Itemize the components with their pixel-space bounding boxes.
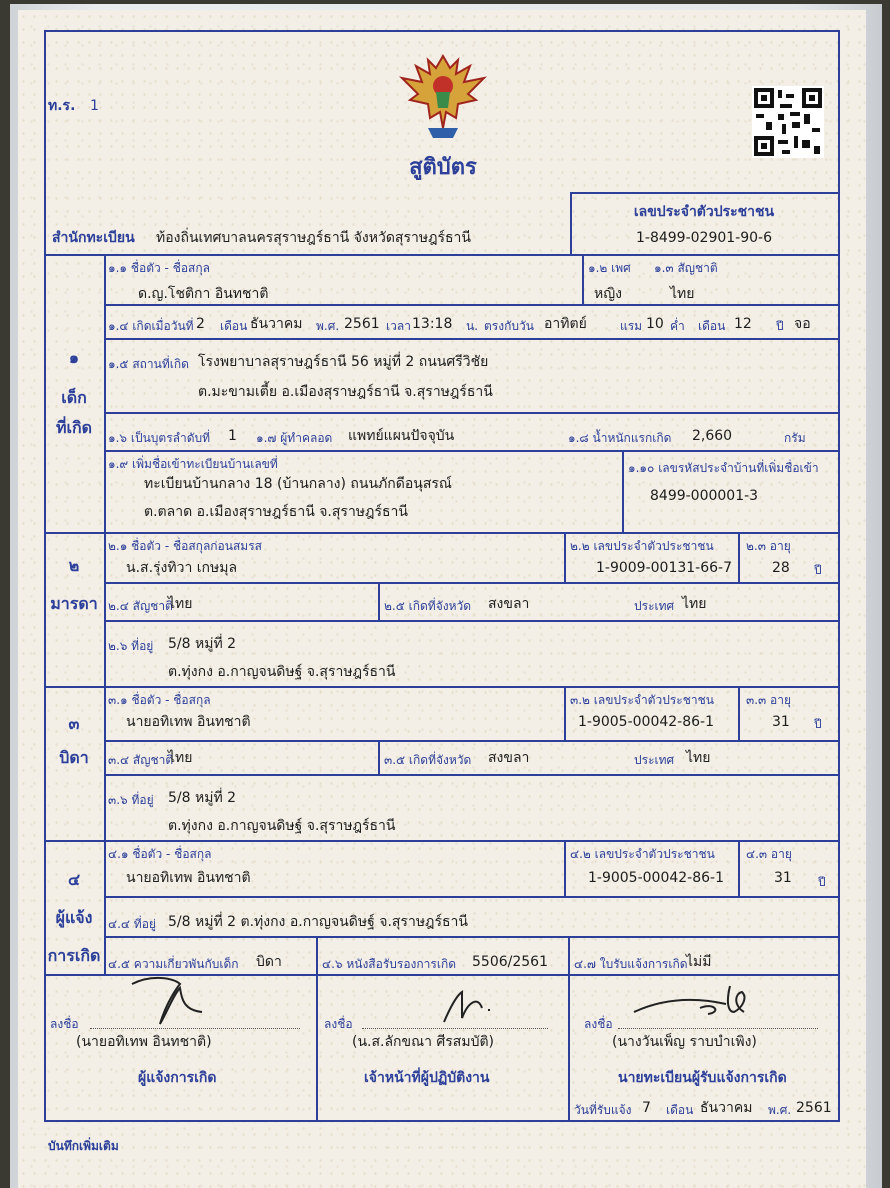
child-nationality-label: ๑.๓ สัญชาติ (654, 261, 718, 275)
informant-age-value: 31 (774, 870, 792, 886)
child-weight-value: 2,660 (692, 428, 733, 444)
child-house-label: ๑.๙ เพิ่มชื่อเข้าทะเบียนบ้านเลขที่ (108, 457, 278, 471)
child-delivered-value: แพทย์แผนปัจจุบัน (348, 428, 455, 444)
informant-address-value: 5/8 หมู่ที่ 2 ต.ทุ่งกง อ.กาญจนดิษฐ์ จ.สุราษฎร์ธานี (168, 914, 468, 930)
informant-relation-label: ๔.๕ ความเกี่ยวพันกับเด็ก (108, 957, 239, 971)
rule (104, 450, 840, 452)
father-name-label: ๓.๑ ชื่อตัว - ชื่อสกุล (108, 693, 211, 707)
rule (104, 254, 106, 974)
rule (838, 30, 840, 1122)
child-delivered-label: ๑.๗ ผู้ทำคลอด (256, 431, 333, 445)
father-address-line1: 5/8 หมู่ที่ 2 (168, 790, 237, 806)
mother-nationality-value: ไทย (168, 596, 193, 612)
sign2-label: ลงชื่อ (324, 1017, 353, 1031)
informant-name-label: ๔.๑ ชื่อตัว - ชื่อสกุล (108, 847, 212, 861)
mother-country-label: ประเทศ (634, 599, 675, 613)
mother-age-value: 28 (772, 560, 790, 576)
rule (44, 30, 840, 32)
child-place-line1: โรงพยาบาลสุราษฎร์ธานี 56 หมู่ที่ 2 ถนนศรีวิชัย (198, 354, 489, 370)
father-province-label: ๓.๕ เกิดที่จังหวัด (384, 753, 472, 767)
father-address-label: ๓.๖ ที่อยู่ (108, 793, 154, 807)
id-label: เลขประจำตัวประชาชน (633, 204, 775, 220)
sign3-role: นายทะเบียนผู้รับแจ้งการเกิด (618, 1070, 787, 1086)
signature-3-icon (630, 982, 760, 1024)
father-country-label: ประเทศ (634, 753, 675, 767)
sign3-name: (นางวันเพ็ญ ราบบำเพิง) (612, 1034, 757, 1050)
child-house-line2: ต.ตลาด อ.เมืองสุราษฎร์ธานี จ.สุราษฎร์ธานี (144, 504, 408, 520)
mother-id-value: 1-9009-00131-66-7 (596, 560, 733, 576)
father-age-label: ๓.๓ อายุ (746, 693, 792, 707)
child-lunar-value: 10 (646, 316, 664, 332)
informant-section-title: ผู้แจ้ง (55, 908, 93, 927)
sign2-role: เจ้าหน้าที่ผู้ปฏิบัติงาน (364, 1070, 490, 1086)
received-date-day: 7 (642, 1100, 651, 1116)
informant-name-value: นายอทิเทพ อินทชาติ (126, 870, 251, 886)
sign2-line (362, 1028, 548, 1029)
rule (582, 254, 584, 304)
page-title: สูติบัตร (409, 155, 477, 180)
child-sex-value: หญิง (594, 286, 622, 302)
father-country-value: ไทย (686, 750, 711, 766)
child-house-code-value: 8499-000001-3 (650, 488, 759, 504)
father-province-value: สงขลา (488, 750, 530, 766)
rule (378, 582, 380, 620)
informant-age-unit: ปี (818, 875, 826, 889)
rule (738, 532, 740, 582)
rule (738, 840, 740, 896)
father-age-value: 31 (772, 714, 790, 730)
father-age-unit: ปี (814, 717, 822, 731)
informant-section-num: ๔ (67, 870, 81, 889)
child-name-value: ด.ญ.โชติกา อินทชาติ (138, 286, 269, 302)
informant-receipt-label: ๔.๗ ใบรับแจ้งการเกิด (574, 957, 688, 971)
child-nationality-value: ไทย (670, 286, 695, 302)
informant-address-label: ๔.๔ ที่อยู่ (108, 917, 156, 931)
child-weight-unit: กรัม (784, 431, 806, 445)
mother-address-label: ๒.๖ ที่อยู่ (108, 639, 154, 653)
rule (104, 936, 840, 938)
child-house-code-label: ๑.๑๐ เลขรหัสประจำบ้านที่เพิ่มชื่อเข้า (628, 461, 819, 475)
child-place-line2: ต.มะขามเตี้ย อ.เมืองสุราษฎร์ธานี จ.สุราษฎร์ธานี (198, 384, 493, 400)
informant-id-label: ๔.๒ เลขประจำตัวประชาชน (570, 847, 715, 861)
rule (564, 840, 566, 896)
informant-cert-label: ๔.๖ หนังสือรับรองการเกิด (322, 957, 457, 971)
child-section-num: ๑ (68, 348, 80, 367)
certificate-paper (18, 10, 866, 1188)
child-born-label: ๑.๔ เกิดเมื่อวันที่ (108, 319, 194, 333)
mother-id-label: ๒.๒ เลขประจำตัวประชาชน (570, 539, 714, 553)
id-value: 1-8499-02901-90-6 (635, 230, 772, 246)
father-id-label: ๓.๒ เลขประจำตัวประชาชน (570, 693, 714, 707)
rule (378, 740, 380, 774)
sign1-role: ผู้แจ้งการเกิด (138, 1070, 217, 1086)
rule (104, 740, 840, 742)
informant-id-value: 1-9005-00042-86-1 (588, 870, 725, 886)
rule (564, 532, 566, 582)
mother-address-line1: 5/8 หมู่ที่ 2 (168, 636, 237, 652)
father-address-line2: ต.ทุ่งกง อ.กาญจนดิษฐ์ จ.สุราษฎร์ธานี (168, 818, 396, 834)
child-time-value: 13:18 (412, 316, 453, 332)
office-label: สำนักทะเบียน (52, 230, 135, 246)
father-id-value: 1-9005-00042-86-1 (578, 714, 715, 730)
rule (622, 450, 624, 532)
child-year-value: จอ (794, 316, 811, 332)
child-lunar-unit: ค่ำ (670, 319, 685, 333)
rule (104, 304, 840, 306)
qr-code-icon (752, 86, 824, 158)
father-name-value: นายอทิเทพ อินทชาติ (126, 714, 251, 730)
rule (104, 412, 840, 414)
rule (104, 774, 840, 776)
child-time-label: เวลา (386, 319, 411, 333)
garuda-emblem-icon (398, 48, 488, 143)
mother-country-value: ไทย (682, 596, 707, 612)
child-month-value: ธันวาคม (250, 316, 303, 332)
rule (570, 192, 572, 254)
child-lunar-month-label: เดือน (698, 319, 726, 333)
rule (316, 936, 318, 1122)
informant-relation-value: บิดา (256, 954, 282, 970)
received-month-label: เดือน (666, 1103, 694, 1117)
informant-age-label: ๔.๓ อายุ (746, 847, 792, 861)
child-order-value: 1 (228, 428, 237, 444)
sign1-name: (นายอทิเทพ อินทชาติ) (76, 1034, 212, 1050)
mother-name-value: น.ส.รุ่งทิวา เกษมุล (126, 560, 238, 576)
rule (44, 532, 840, 534)
signature-1-icon (122, 970, 212, 1030)
rule (104, 620, 840, 622)
child-house-line1: ทะเบียนบ้านกลาง 18 (บ้านกลาง) ถนนภักดีอนุสรณ์ (144, 476, 452, 492)
child-year-label: ปี (776, 319, 784, 333)
mother-section-title: มารดา (50, 594, 98, 613)
child-time-unit: น. (466, 319, 479, 333)
child-order-label: ๑.๖ เป็นบุตรลำดับที่ (108, 431, 211, 445)
mother-province-label: ๒.๕ เกิดที่จังหวัด (384, 599, 472, 613)
mother-address-line2: ต.ทุ่งกง อ.กาญจนดิษฐ์ จ.สุราษฎร์ธานี (168, 664, 396, 680)
rule (104, 896, 840, 898)
rule (44, 254, 840, 256)
father-nationality-value: ไทย (168, 750, 193, 766)
child-weight-label: ๑.๘ น้ำหนักแรกเกิด (568, 431, 672, 445)
rule (104, 338, 840, 340)
mother-section-num: ๒ (68, 556, 80, 575)
sign3-label: ลงชื่อ (584, 1017, 613, 1031)
child-sex-label: ๑.๒ เพศ (588, 261, 631, 275)
footer-note: บันทึกเพิ่มเติม (48, 1139, 119, 1153)
informant-cert-value: 5506/2561 (472, 954, 548, 970)
informant-receipt-value: ไม่มี (686, 954, 712, 970)
received-month-value: ธันวาคม (700, 1100, 753, 1116)
child-lunar-month-value: 12 (734, 316, 752, 332)
form-code-label: ท.ร. (48, 98, 76, 114)
father-section-num: ๓ (68, 714, 80, 733)
rule (568, 936, 570, 1122)
child-name-label: ๑.๑ ชื่อตัว - ชื่อสกุล (108, 261, 210, 275)
received-date-label: วันที่รับแจ้ง (574, 1103, 632, 1117)
mother-age-unit: ปี (814, 563, 822, 577)
rule (564, 686, 566, 740)
signature-2-icon (438, 988, 498, 1028)
rule (738, 686, 740, 740)
rule (44, 840, 840, 842)
mother-province-value: สงขลา (488, 596, 530, 612)
rule (570, 192, 840, 194)
child-section-title: เด็ก (61, 388, 87, 407)
child-be-label: พ.ศ. (316, 319, 340, 333)
child-lunar-label: แรม (620, 319, 643, 333)
child-born-day: 2 (196, 316, 205, 332)
rule (44, 1120, 840, 1122)
mother-nationality-label: ๒.๔ สัญชาติ (108, 599, 173, 613)
child-section-title-2: ที่เกิด (55, 418, 93, 437)
form-code-value: 1 (90, 98, 99, 114)
child-place-label: ๑.๕ สถานที่เกิด (108, 357, 189, 371)
father-nationality-label: ๓.๔ สัญชาติ (108, 753, 174, 767)
rule (44, 686, 840, 688)
office-value: ท้องถิ่นเทศบาลนครสุราษฎร์ธานี จังหวัดสุราษฎร์ธานี (156, 230, 471, 246)
sign2-name: (น.ส.ลักขณา ศีรสมบัติ) (352, 1034, 495, 1050)
child-month-label: เดือน (220, 319, 248, 333)
informant-section-title-2: การเกิด (47, 946, 101, 965)
child-weekday-value: อาทิตย์ (544, 316, 587, 332)
received-be-value: 2561 (796, 1100, 832, 1116)
sign3-line (618, 1028, 818, 1029)
received-be-label: พ.ศ. (768, 1103, 792, 1117)
rule (104, 582, 840, 584)
mother-name-label: ๒.๑ ชื่อตัว - ชื่อสกุลก่อนสมรส (108, 539, 262, 553)
father-section-title: บิดา (59, 748, 89, 767)
child-weekday-label: ตรงกับวัน (484, 319, 534, 333)
child-be-value: 2561 (344, 316, 380, 332)
sign1-label: ลงชื่อ (50, 1017, 79, 1031)
mother-age-label: ๒.๓ อายุ (746, 539, 791, 553)
